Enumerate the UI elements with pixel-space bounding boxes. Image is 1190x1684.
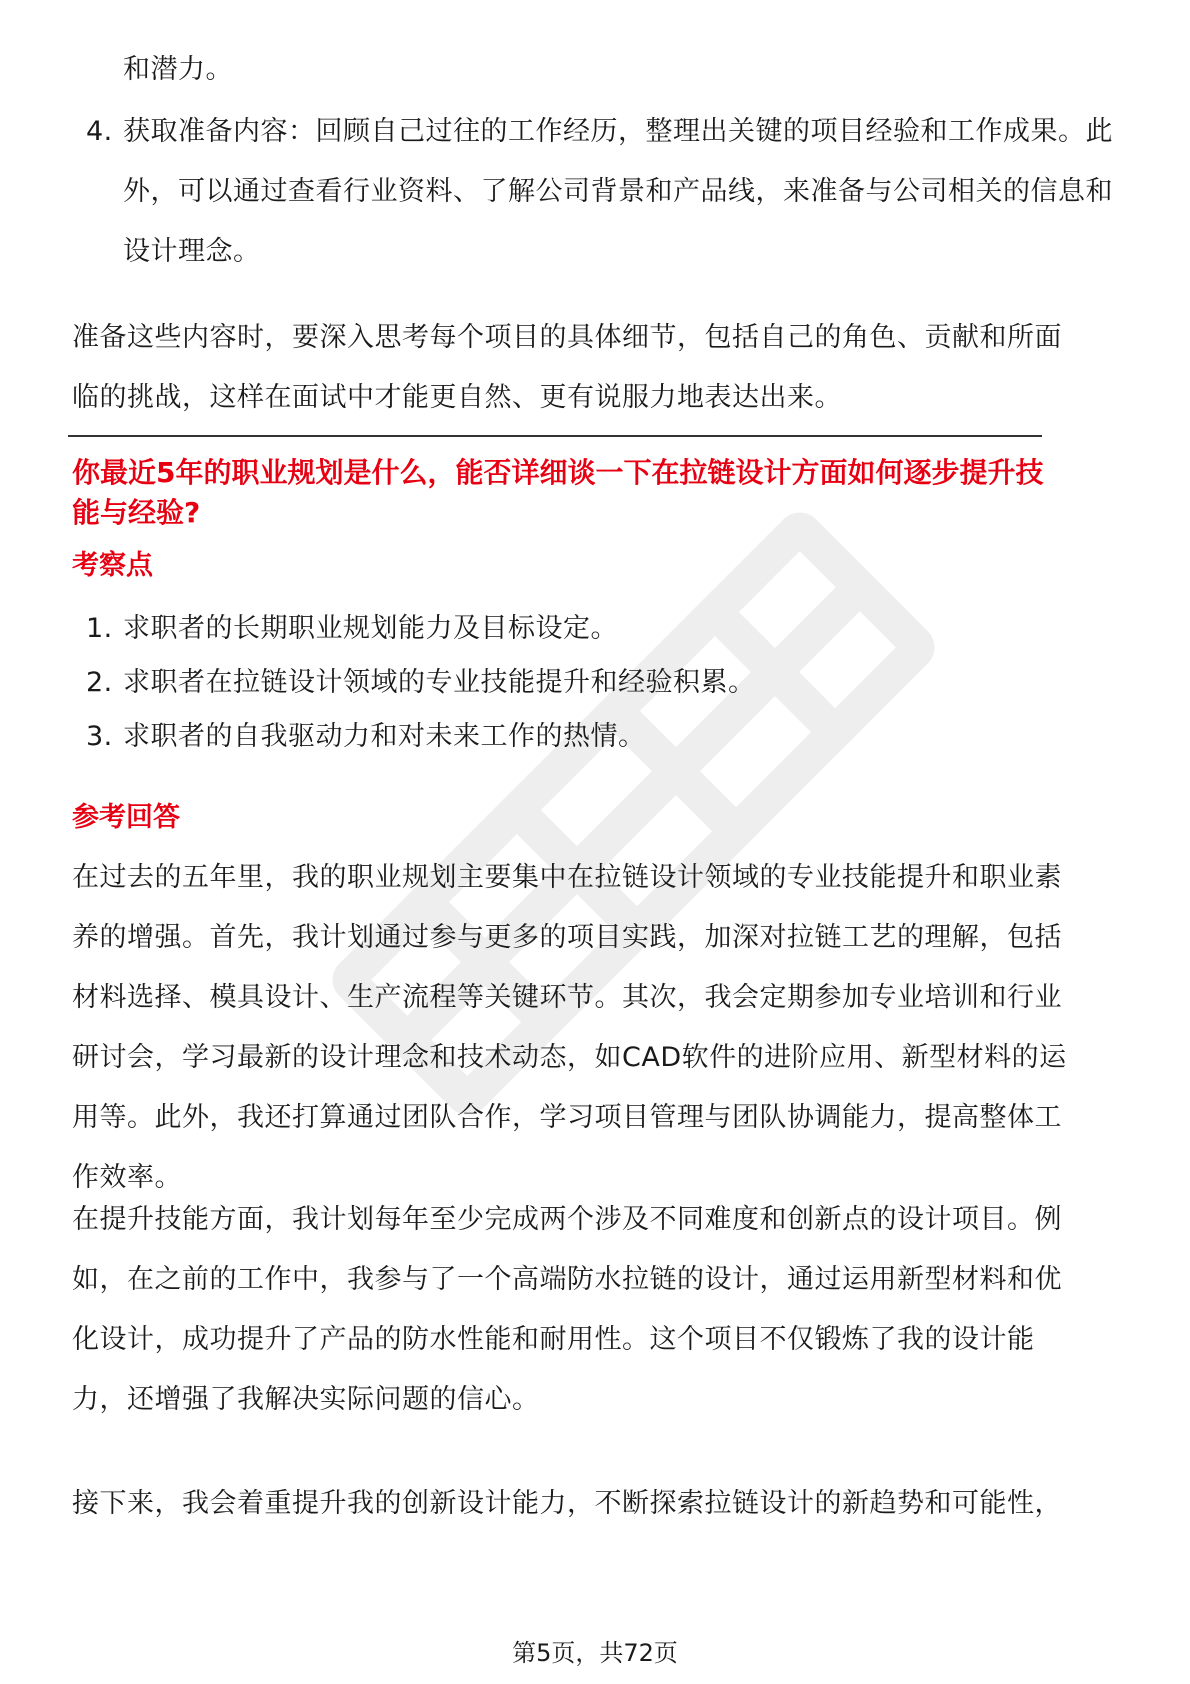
list-item	[72, 602, 1118, 656]
list-item-continuation	[72, 40, 1118, 100]
section-divider	[68, 435, 1042, 437]
continued-list	[72, 40, 1118, 100]
summary-paragraph: 准备这些内容时，要深入思考每个项目的具体细节，包括自己的角色、贡献和所面临的挑战，这样在面试中才能更自然、更有说服力地表达出来。	[72, 322, 1062, 413]
answer-paragraph: 在提升技能方面，我计划每年至少完成两个涉及不同难度和创新点的设计项目。例如，在之前的工作中，我参与了一个高端防水拉链的设计，通过运用新型材料和优化设计，成功提升了产品的防水性能和耐用性。这个项目不仅锻炼了我的设计能力，还增强了我解决实际问题的信心。	[72, 1204, 1062, 1415]
reference-answer-label: 参考回答	[72, 802, 180, 833]
answer-paragraph: 接下来，我会着重提升我的创新设计能力，不断探索拉链设计的新趋势和可能性，	[72, 1488, 1062, 1519]
answer-paragraph: 在过去的五年里，我的职业规划主要集中在拉链设计领域的专业技能提升和职业素养的增强。首先，我计划通过参与更多的项目实践，加深对拉链工艺的理解，包括材料选择、模具设计、生产流程等关键环节。其次，我会定期参加专业培训和行业研讨会，学习最新的设计理念和技术动态，如CAD软件的进阶应用、新型材料的运用等。此外，我还打算通过团队合作，学习项目管理与团队协调能力，提高整体工作效率。	[72, 862, 1067, 1193]
list-item-text: 获取准备内容：回顾自己过往的工作经历，整理出关键的项目经验和工作成果。此外，可以通过查看行业资料、了解公司背景和产品线，来准备与公司相关的信息和设计理念。	[123, 116, 1113, 267]
focus-points-list	[72, 602, 1118, 764]
list-number: 3.	[86, 721, 113, 752]
list-number: 2.	[86, 667, 113, 698]
list-item-text: 求职者的自我驱动力和对未来工作的热情。	[123, 721, 646, 752]
focus-points-label: 考察点	[72, 550, 153, 581]
list-item	[72, 656, 1118, 710]
list-number: 1.	[86, 613, 113, 644]
list-item-4	[72, 102, 1118, 282]
list-item	[72, 710, 1118, 764]
list-item-text: 求职者在拉链设计领域的专业技能提升和经验积累。	[123, 667, 756, 698]
question-title: 你最近5年的职业规划是什么，能否详细谈一下在拉链设计方面如何逐步提升技能与经验?	[72, 456, 1044, 529]
list-item-text: 和潜力。	[123, 54, 233, 85]
list-item-text: 求职者的长期职业规划能力及目标设定。	[123, 613, 618, 644]
page-indicator: 第5页，共72页	[512, 1639, 678, 1667]
list-number: 4.	[86, 116, 113, 147]
